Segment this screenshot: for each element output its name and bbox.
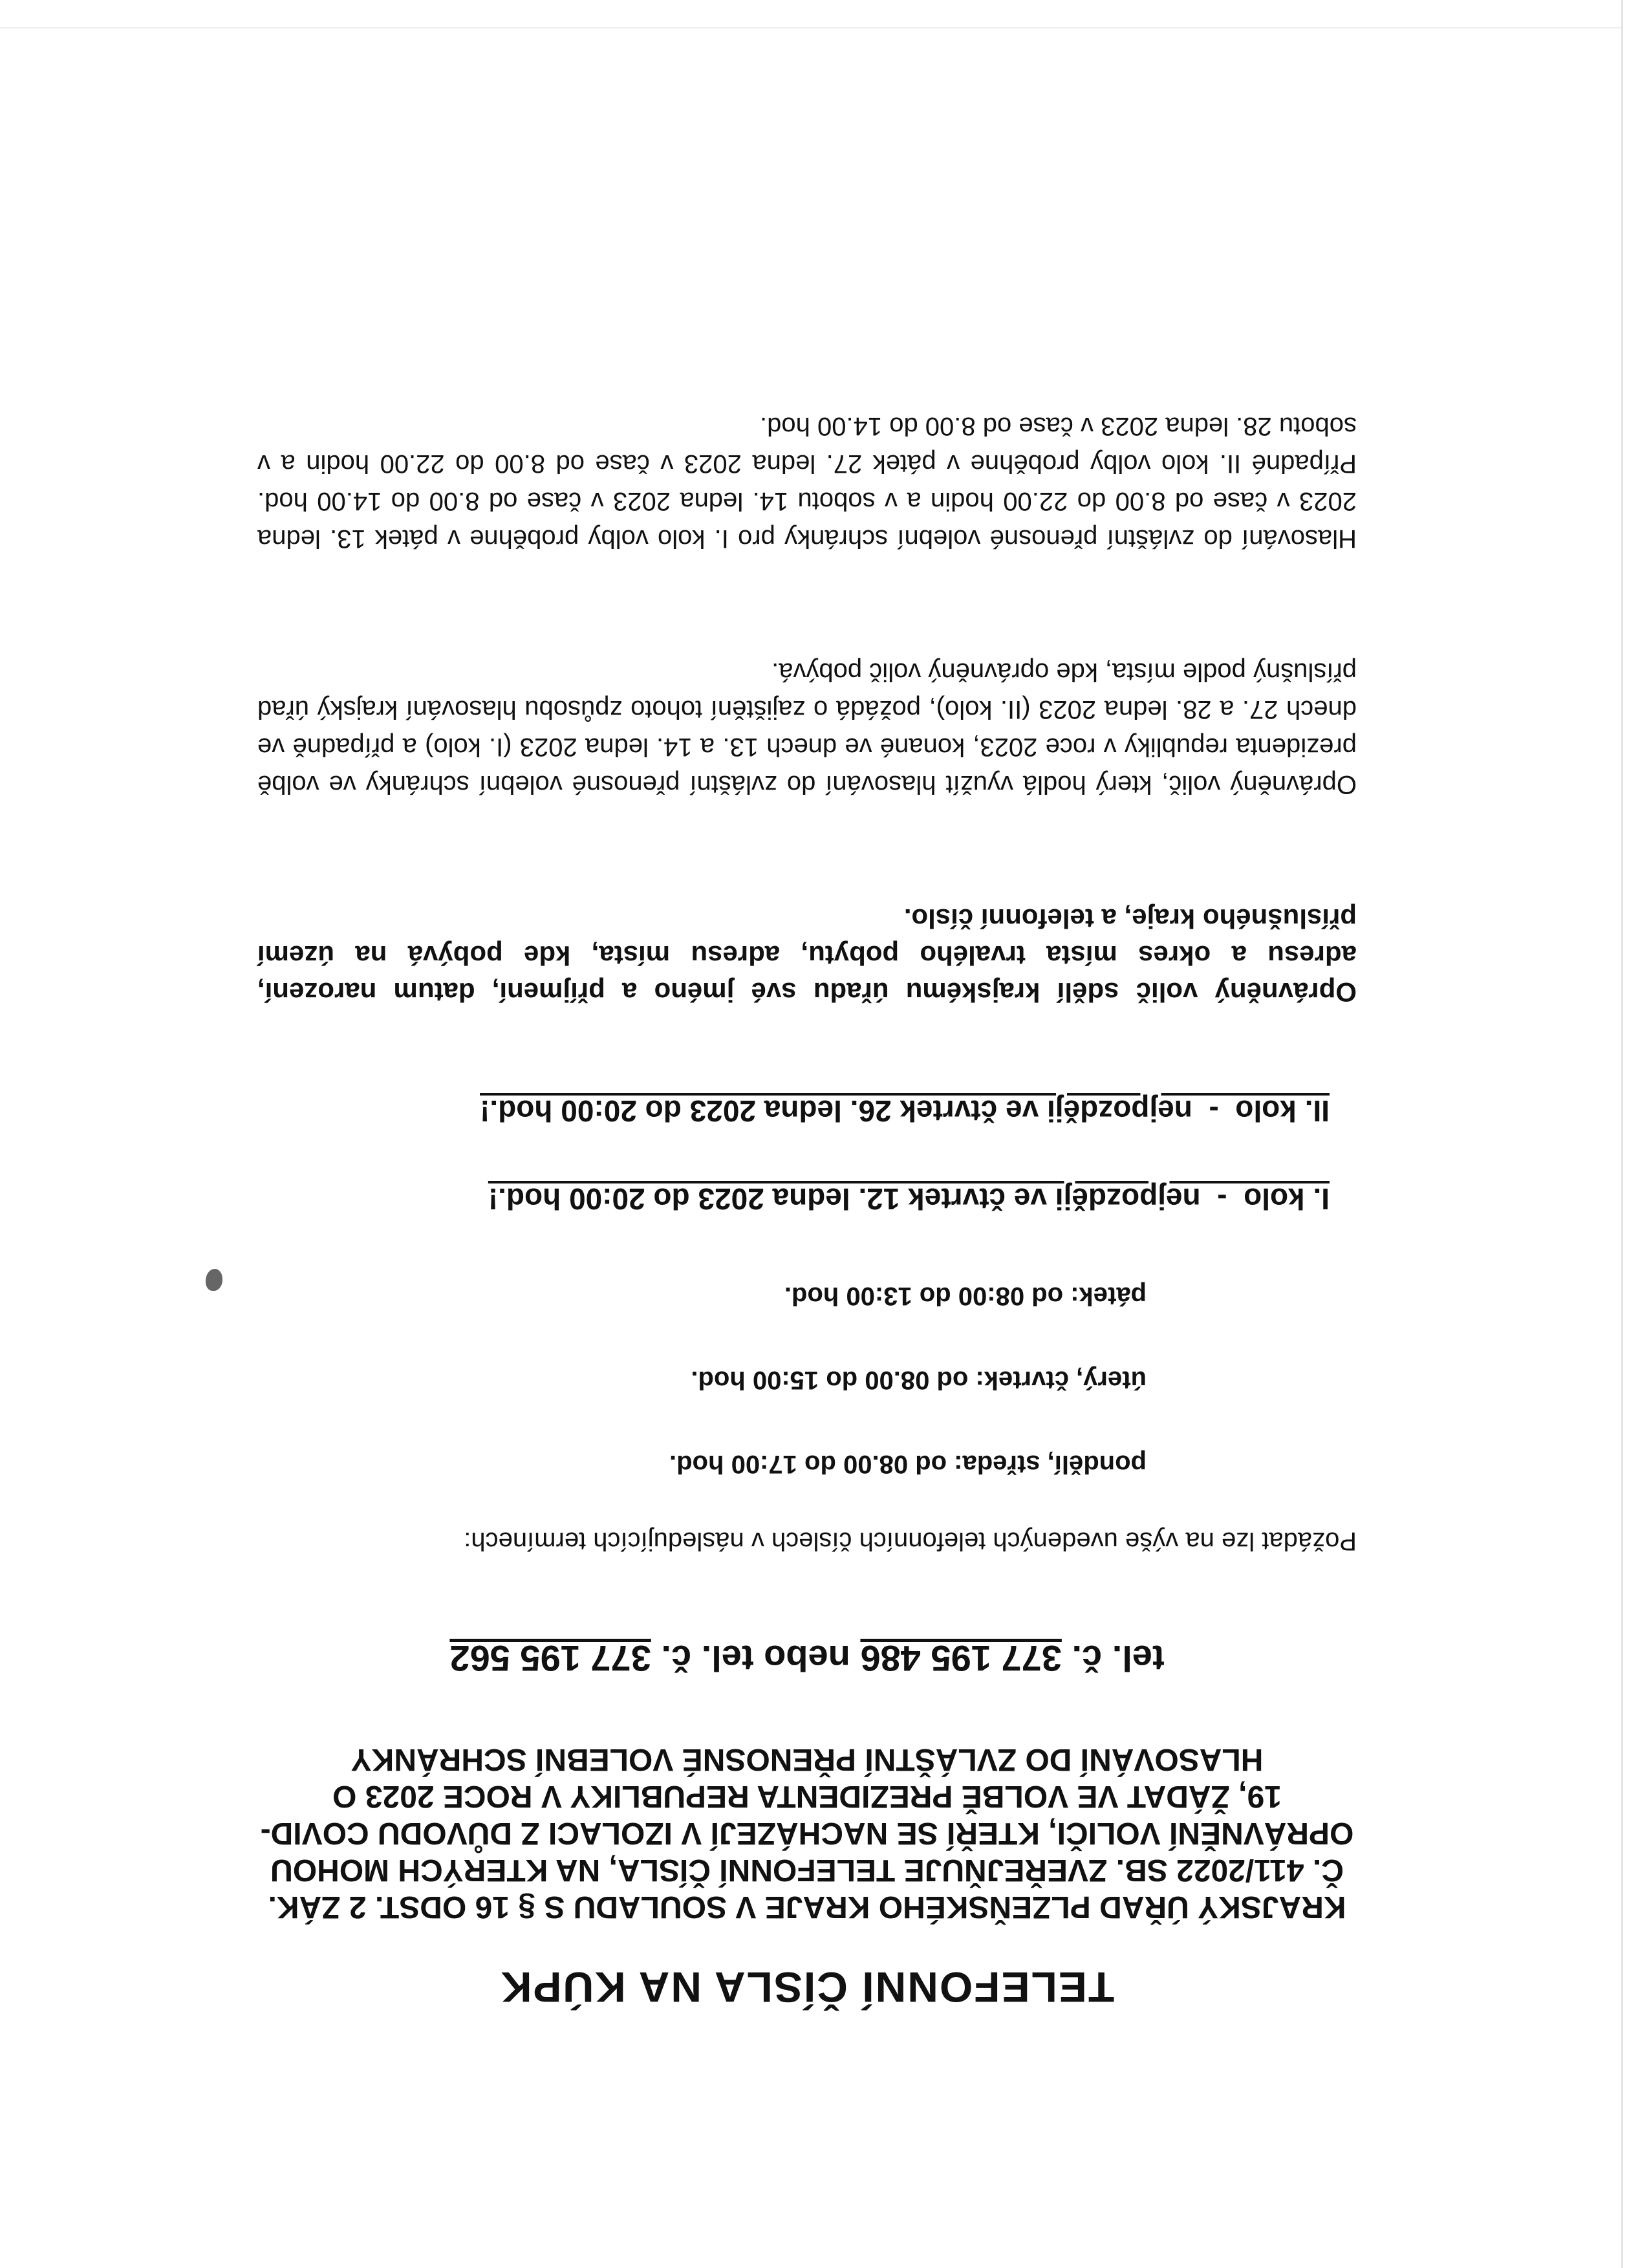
phone-connector: nebo tel. č. (651, 1638, 861, 1679)
intro-heading: KRAJSKÝ ÚŘAD PLZEŇSKÉHO KRAJE V SOULADU S § 16 ODST. 2 ZÁK. Č. 411/2022 SB. ZVEŘEJŇUJE TELEFONNÍ ČÍSLA, NA KTERÝCH MOHOU OPRÁVNĚNÍ VOLIČI, KTEŘÍ SE NACHÁZEJÍ V IZOLACI Z DŮVODU COVID-19, ŽÁDAT VE VOLBĚ PREZIDENTA REPUBLIKY V ROCE 2023 O HLASOVÁNÍ DO ZVLÁŠTNÍ PŘENOSNÉ VOLEBNÍ SCHRÁNKY (260, 1742, 1354, 1924)
hours-mon-wed: pondělí, středa: od 08.00 do 17:00 hod. (669, 1450, 1147, 1478)
voting-times-paragraph: Hlasování do zvláštní přenosné volební schránky pro I. kolo volby proběhne v pátek 13. ledna 2023 v čase od 8.00 do 22.00 hodin a v sobotu 14. ledna 2023 v čase od 8.00 do 14.00 hod. Případné II. kolo volby proběhne v pátek 27. ledna 2023 v čase od 8.00 do 22.00 hodin a v sobotu 28. ledna 2023 v čase od 8.00 do 14.00 hod. (257, 412, 1357, 553)
deadline-round-1-text: I. kolo - nejpozději ve čtvrtek 12. ledna 2023 do 20:00 hod.! (488, 1182, 1330, 1216)
request-intro: Požádat lze na výše uvedených telefonních číslech v následujících termínech: (464, 1527, 1357, 1555)
phone-number-2: 377 195 562 (449, 1638, 651, 1679)
document-title: TELEFONNÍ ČÍSLA NA KÚPK (499, 1963, 1115, 2011)
document-content (257, 407, 1357, 2012)
phone-prefix-1: tel. č. (1061, 1638, 1165, 1679)
deadline-round-1 (257, 1182, 1357, 1216)
phone-numbers (257, 1637, 1357, 1679)
deadline-round-2 (257, 1094, 1357, 1129)
voter-info-paragraph: Oprávněný volič sdělí krajskému úřadu své jméno a příjmení, datum narození, adresu a okres místa trvalého pobytu, adresu místa, kde pobývá na území příslušného kraje, a telefonní číslo. (257, 903, 1357, 1008)
hours-fri: pátek: od 08:00 do 13:00 hod. (784, 1282, 1147, 1310)
deadline-round-2-text: II. kolo - nejpozději ve čtvrtek 26. ledna 2023 do 20:00 hod.! (480, 1094, 1330, 1128)
hours-tue-thu: úterý, čtvrtek: od 08.00 do 15:00 hod. (691, 1366, 1147, 1394)
scan-speck (206, 1269, 222, 1291)
phone-number-1: 377 195 486 (860, 1638, 1062, 1679)
authorized-voter-paragraph: Oprávněný volič, který hodlá využít hlasování do zvláštní přenosné volební schránky ve volbě prezidenta republiky v roce 2023, konané ve dnech 13. a 14. ledna 2023 (I. kolo) a případně ve dnech 27. a 28. ledna 2023 (II. kolo), požádá o zajištění tohoto způsobu hlasování krajský úřad příslušný podle místa, kde oprávněný volič pobývá. (257, 658, 1357, 799)
